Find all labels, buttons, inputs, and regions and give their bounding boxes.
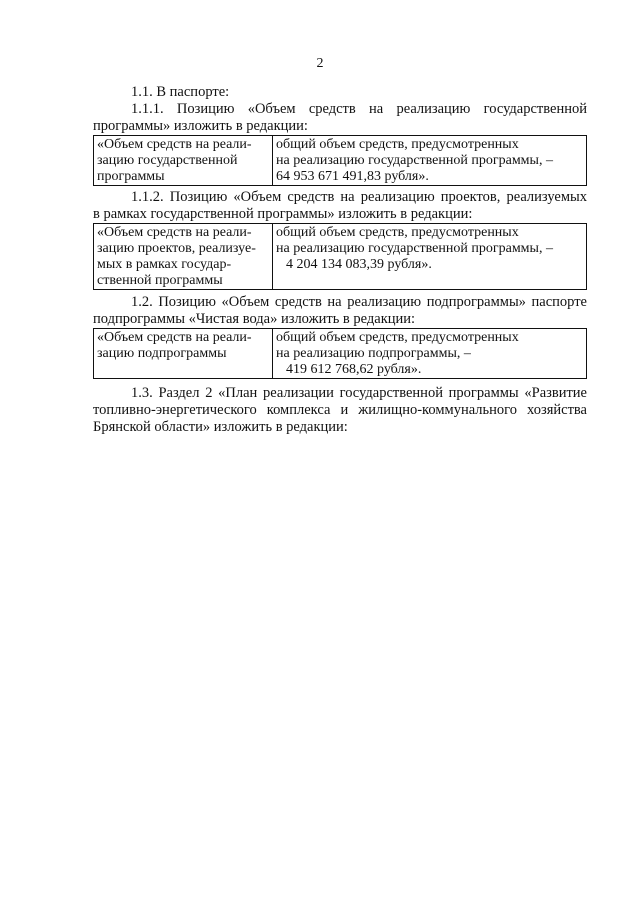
table-program-funding xyxy=(93,135,587,186)
cell-text: 4 204 134 083,39 рубля». xyxy=(286,257,432,272)
table-projects-funding xyxy=(93,223,587,290)
table-subprogram-funding-right-cell xyxy=(273,329,587,379)
cell-text: ственной программы xyxy=(97,273,223,288)
section-1-3-line-1: 1.3. Раздел 2 «План реализации государственной программы «Развитие xyxy=(131,385,587,401)
cell-text: мых в рамках государ- xyxy=(97,257,232,272)
table-subprogram-funding xyxy=(93,328,587,379)
cell-text: на реализацию государственной программы, – xyxy=(276,241,553,256)
cell-text: 64 953 671 491,83 рубля». xyxy=(276,169,429,184)
cell-text: общий объем средств, предусмотренных xyxy=(276,137,519,152)
cell-text: на реализацию государственной программы, – xyxy=(276,153,553,168)
cell-text: 419 612 768,62 рубля». xyxy=(286,362,422,377)
section-1-3-line-3: Брянской области» изложить в редакции: xyxy=(93,419,348,435)
section-1-3-line-2: топливно-энергетического комплекса и жилищно-коммунального хозяйства xyxy=(93,402,587,418)
cell-text: «Объем средств на реали- xyxy=(97,330,252,345)
page-number: 2 xyxy=(316,56,324,71)
cell-text: зацию проектов, реализуе- xyxy=(97,241,256,256)
cell-text: программы xyxy=(97,169,165,184)
table-subprogram-funding-left-cell xyxy=(94,329,273,379)
cell-text: на реализацию подпрограммы, – xyxy=(276,346,471,361)
table-program-funding-right-cell xyxy=(273,136,587,186)
table-projects-funding-right-cell xyxy=(273,224,587,290)
section-1-2-line-2: подпрограммы «Чистая вода» изложить в редакции: xyxy=(93,311,416,327)
cell-text: зацию государственной xyxy=(97,153,238,168)
cell-text: зацию подпрограммы xyxy=(97,346,227,361)
cell-text: общий объем средств, предусмотренных xyxy=(276,330,519,345)
table-projects-funding-left-cell xyxy=(94,224,273,290)
section-1-1-2-line-1: 1.1.2. Позицию «Объем средств на реализацию проектов, реализуемых xyxy=(131,189,587,205)
section-1-1-2-line-2: в рамках государственной программы» изложить в редакции: xyxy=(93,206,473,222)
section-1-1-1-line-1: 1.1.1. Позицию «Объем средств на реализацию государственной xyxy=(131,101,587,117)
section-1-1-1-line-2: программы» изложить в редакции: xyxy=(93,118,308,134)
cell-text: «Объем средств на реали- xyxy=(97,137,252,152)
cell-text: «Объем средств на реали- xyxy=(97,225,252,240)
section-1-1-heading: 1.1. В паспорте: xyxy=(131,84,230,100)
section-1-2-line-1: 1.2. Позицию «Объем средств на реализацию подпрограммы» паспорте xyxy=(131,294,587,310)
cell-text: общий объем средств, предусмотренных xyxy=(276,225,519,240)
table-program-funding-left-cell xyxy=(94,136,273,186)
